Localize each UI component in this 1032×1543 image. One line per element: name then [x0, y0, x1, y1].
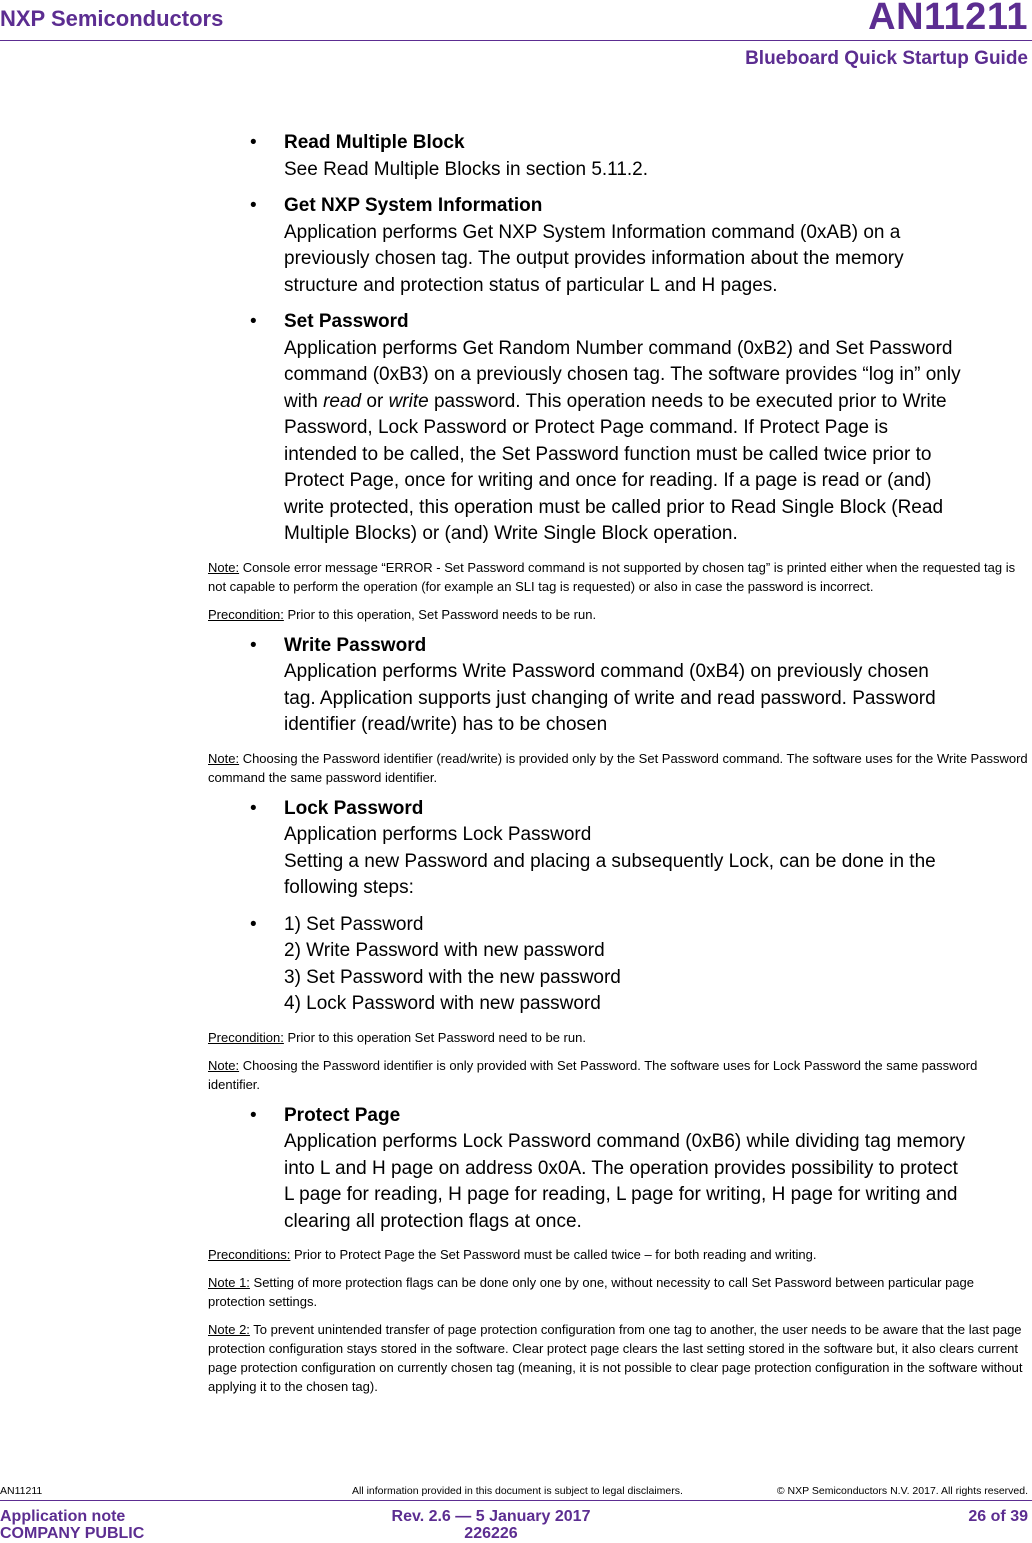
precondition-lock-password — [208, 1028, 1032, 1047]
bullet-dot-icon: • — [250, 132, 257, 153]
note-label: Note: — [208, 559, 240, 575]
bullet-title: Protect Page — [284, 1104, 401, 1126]
bullet-line: identifier (read/write) has to be chosen — [284, 714, 608, 735]
note-text: Console error message “ERROR - Set Password command is not supported by chosen tag” is printed either when the requested tag is not capable to perform the operation (for example an SLI tag is requested) or also in case the password is incorrect. — [208, 559, 1016, 594]
note-set-password — [208, 558, 1032, 596]
bullet-line: previously chosen tag. The output provides information about the memory — [284, 248, 904, 269]
bullet-title: Get NXP System Information — [284, 195, 543, 216]
bullet-lock-password — [250, 796, 1032, 902]
footer-divider — [0, 1500, 1032, 1501]
note-lock-password — [208, 1056, 1032, 1094]
note-write-password — [208, 749, 1032, 787]
note-text: Prior to Protect Page the Set Password must be called twice – for both reading and writing. — [290, 1247, 817, 1262]
bullet-dot-icon: • — [250, 195, 257, 216]
note-label: Note 2: — [208, 1322, 250, 1337]
note-text: To prevent unintended transfer of page protection configuration from one tag to another, the user needs to be aware that the last page protection configuration stays stored in the software. Clear protect page clears the last setting stored in the software but, it also clears current page protection configuration on currently chosen tag (meaning, it is not possible to clear page protection configuration in the software without applying it to the chosen tag). — [208, 1322, 1023, 1394]
note-2-protect-page — [208, 1320, 1032, 1396]
bullet-title: Set Password — [284, 311, 409, 332]
header-divider — [0, 40, 1032, 41]
bullet-line: Application performs Lock Password command (0xB6) while dividing tag memory — [284, 1131, 966, 1152]
bullet-protect-page — [250, 1103, 1032, 1236]
bullet-get-nxp-system-information — [250, 193, 1032, 299]
note-text: Choosing the Password identifier is only provided with Set Password. The software uses for Lock Password the same password identifier. — [208, 1057, 978, 1092]
bullet-title: Read Multiple Block — [284, 132, 465, 153]
bullet-dot-icon: • — [250, 1104, 257, 1126]
note-text: Prior to this operation, Set Password needs to be run. — [283, 606, 597, 622]
bullet-dot-icon: • — [250, 913, 257, 935]
bullet-title: Lock Password — [284, 797, 424, 819]
footer-disclaimer: All information provided in this document is subject to legal disclaimers. — [352, 1485, 683, 1497]
footer-revision: Rev. 2.6 — 5 January 2017 — [391, 1508, 591, 1525]
emphasis-write: write — [388, 390, 429, 412]
note-1-protect-page — [208, 1273, 1032, 1311]
note-label: Note 1: — [208, 1275, 250, 1290]
step-line: 4) Lock Password with new password — [284, 993, 601, 1014]
bullet-line: Application performs Get NXP System Information command (0xAB) on a — [284, 221, 901, 243]
step-line: 2) Write Password with new password — [284, 940, 605, 961]
bullet-line: Setting a new Password and placing a subsequently Lock, can be done in the — [284, 850, 936, 872]
note-text: Choosing the Password identifier (read/write) is provided only by the Set Password command. The software uses for the Write Password command the same password identifier. — [208, 750, 1028, 785]
footer-doc-type: Application note — [0, 1508, 126, 1525]
bullet-line: into L and H page on address 0x0A. The operation provides possibility to protect — [284, 1157, 958, 1179]
note-label: Note: — [208, 750, 240, 766]
bullet-line: command (0xB3) on a previously chosen tag. The software provides “log in” only — [284, 364, 961, 385]
note-label: Precondition: — [208, 1029, 284, 1045]
bullet-line: Application performs Write Password command (0xB4) on previously chosen — [284, 661, 929, 682]
bullet-line: Application performs Lock Password — [284, 824, 592, 845]
bullet-dot-icon: • — [250, 311, 257, 332]
footer-page-number: 26 of 39 — [968, 1508, 1028, 1525]
step-line: 3) Set Password with the new password — [284, 966, 621, 988]
footer-classification: COMPANY PUBLIC — [0, 1525, 145, 1542]
bullet-line: structure and protection status of particular L and H pages. — [284, 274, 778, 296]
bullet-set-password — [250, 309, 1032, 548]
note-label: Preconditions: — [208, 1247, 291, 1262]
bullet-title: Write Password — [284, 634, 427, 656]
bullet-dot-icon: • — [250, 797, 257, 819]
text-run: password. This operation needs to be executed prior to Write — [428, 390, 947, 412]
bullet-line: tag. Application supports just changing of write and read password. Password — [284, 687, 936, 709]
bullet-line: following steps: — [284, 877, 414, 898]
bullet-line: Application performs Get Random Number command (0xB2) and Set Password — [284, 337, 953, 359]
bullet-line: L page for reading, H page for reading, L page for writing, H page for writing and — [284, 1184, 958, 1205]
bullet-line: intended to be called, the Set Password function must be called twice prior to — [284, 443, 932, 465]
note-text: Prior to this operation Set Password need to be run. — [283, 1029, 586, 1045]
bullet-line: Multiple Blocks) or (and) Write Single Block operation. — [284, 523, 738, 544]
note-label: Precondition: — [208, 606, 284, 622]
step-line: 1) Set Password — [284, 913, 424, 935]
precondition-set-password — [208, 605, 1032, 624]
bullet-read-multiple-block — [250, 130, 1032, 183]
footer-number: 226226 — [464, 1525, 518, 1542]
bullet-line: Protect Page, once for writing and once for reading. If a page is read or (and) — [284, 470, 932, 491]
emphasis-read: read — [323, 390, 362, 412]
note-text: Setting of more protection flags can be done only one by one, without necessity to call Set Password between particular page protection settings. — [208, 1275, 975, 1309]
bullet-line: See Read Multiple Blocks in section 5.11.2. — [284, 158, 649, 180]
bullet-line: write protected, this operation must be called prior to Read Single Block (Read — [284, 496, 944, 518]
footer-copyright: © NXP Semiconductors N.V. 2017. All rights reserved. — [776, 1485, 1028, 1497]
bullet-dot-icon: • — [250, 634, 257, 656]
document-id: AN11211 — [868, 0, 1028, 38]
bullet-write-password — [250, 633, 1032, 739]
bullet-line: clearing all protection flags at once. — [284, 1210, 582, 1232]
bullet-lock-steps — [250, 912, 1032, 1018]
preconditions-protect-page — [208, 1245, 1032, 1264]
page-content — [0, 130, 1032, 1405]
note-label: Note: — [208, 1057, 240, 1073]
bullet-line: Password, Lock Password or Protect Page command. If Protect Page is — [284, 417, 889, 438]
text-run: with — [284, 390, 324, 412]
company-name: NXP Semiconductors — [0, 6, 224, 31]
footer-doc-id: AN11211 — [0, 1485, 43, 1497]
text-run: or — [361, 390, 389, 412]
document-subtitle: Blueboard Quick Startup Guide — [745, 48, 1028, 69]
bullet-line — [284, 389, 1032, 416]
